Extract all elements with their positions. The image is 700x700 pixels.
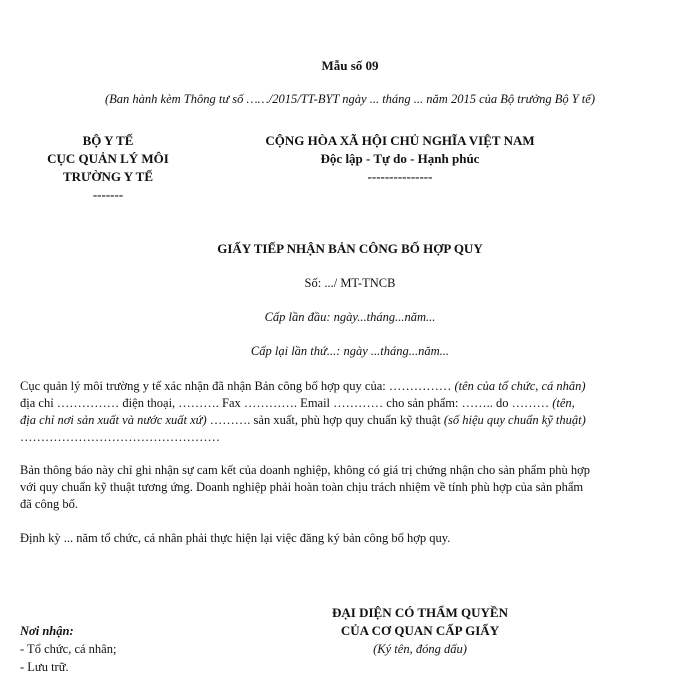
nation-motto: Độc lập - Tự do - Hạnh phúc [320, 151, 480, 166]
placeholder-note: (số hiệu quy chuẩn kỹ thuật) [443, 413, 586, 427]
reissue-date: Cấp lại lần thứ...: ngày ...tháng...năm... [250, 344, 450, 358]
notice-paragraph [20, 462, 680, 513]
signature-note: (Ký tên, đóng dấu) [373, 642, 467, 656]
paragraph-line: ………………………………………… [20, 430, 220, 444]
text: Cục quản lý môi trường y tế xác nhận đã nhận Bản công bố hợp quy của: …………… [20, 379, 455, 393]
paragraph-line: với quy chuẩn kỹ thuật tương ứng. Doanh nghiệp phải hoàn toàn chịu trách nhiệm về tính phù hợp của sản phẩm [20, 480, 584, 494]
paragraph-line: Bản thông báo này chỉ ghi nhận sự cam kết của doanh nghiệp, không có giá trị chứng nhận cho sản phẩm phù hợp [20, 463, 591, 477]
paragraph-line [20, 412, 680, 429]
paragraph-line [20, 378, 680, 395]
nation-block [220, 132, 580, 186]
agency-department-line1: CỤC QUẢN LÝ MÔI [47, 151, 169, 166]
signature-block [270, 604, 570, 658]
placeholder-note: địa chỉ nơi sản xuất và nước xuất xứ) [20, 413, 207, 427]
agency-department-line2: TRƯỜNG Y TẾ [62, 169, 154, 184]
recipient-item: - Lưu trữ. [20, 660, 69, 674]
recipients-block [20, 622, 280, 676]
signature-title-line2: CỦA CƠ QUAN CẤP GIẤY [340, 623, 500, 638]
paragraph-line: đã công bố. [20, 497, 78, 511]
agency-divider: ------- [92, 187, 124, 202]
form-number: Mẫu số 09 [321, 58, 379, 73]
text: địa chỉ …………… điện thoại, ………. Fax …………. Email ………… cho sản phẩm: …….. do ……… [20, 396, 553, 410]
signature-title-line1: ĐẠI DIỆN CÓ THẨM QUYỀN [332, 605, 508, 620]
text: ………. sản xuất, phù hợp quy chuẩn kỹ thuật [206, 413, 444, 427]
confirmation-paragraph [20, 378, 680, 446]
paragraph-line [20, 395, 680, 412]
nation-name: CỘNG HÒA XÃ HỘI CHỦ NGHĨA VIỆT NAM [265, 133, 535, 148]
nation-divider: --------------- [367, 169, 433, 184]
periodic-registration-paragraph: Định kỳ ... năm tổ chức, cá nhân phải thực hiện lại việc đăng ký bản công bố hợp quy. [20, 531, 451, 545]
agency-ministry: BỘ Y TẾ [82, 133, 134, 148]
issued-note: (Ban hành kèm Thông tư số ……/2015/TT-BYT ngày ... tháng ... năm 2015 của Bộ trưởng Bộ Y tế) [105, 92, 595, 106]
placeholder-note: (tên của tổ chức, cá nhân) [454, 379, 586, 393]
recipients-label: Nơi nhận: [20, 624, 74, 638]
agency-block [28, 132, 188, 204]
placeholder-note: (tên, [552, 396, 575, 410]
first-issue-date: Cấp lần đầu: ngày...tháng...năm... [264, 310, 436, 324]
recipient-item: - Tổ chức, cá nhân; [20, 642, 117, 656]
document-title: GIẤY TIẾP NHẬN BẢN CÔNG BỐ HỢP QUY [217, 241, 483, 256]
document-number: Số: .../ MT-TNCB [304, 276, 396, 290]
